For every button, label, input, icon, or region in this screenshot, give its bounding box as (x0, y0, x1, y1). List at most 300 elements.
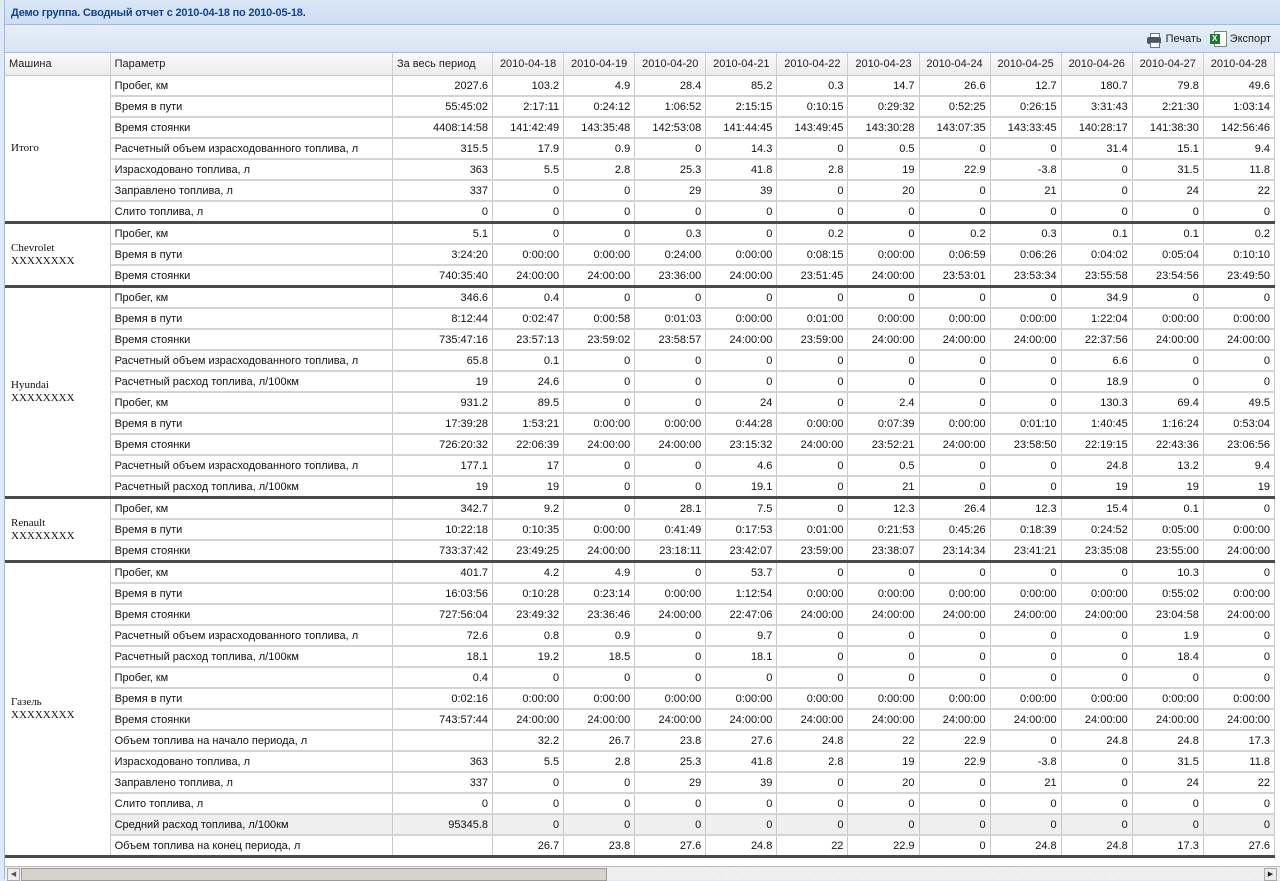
day-value-cell: 0 (777, 392, 848, 413)
day-value-cell: 0:08:15 (777, 244, 848, 265)
day-value-cell: 1:40:45 (1061, 413, 1132, 434)
day-value-cell: 23:55:00 (1132, 540, 1203, 562)
day-value-cell: 10.3 (1132, 562, 1203, 584)
day-value-cell: 24:00:00 (919, 434, 990, 455)
day-value-cell: 0 (777, 476, 848, 498)
day-value-cell: 31.5 (1132, 751, 1203, 772)
column-header-date[interactable]: 2010-04-21 (706, 53, 777, 76)
day-value-cell: 20 (848, 180, 919, 201)
day-value-cell: 0 (635, 793, 706, 814)
day-value-cell: 0:24:52 (1061, 519, 1132, 540)
day-value-cell: 0 (777, 138, 848, 159)
day-value-cell: 0:00:00 (706, 688, 777, 709)
day-value-cell: 0 (848, 201, 919, 223)
table-row (5, 392, 1275, 413)
day-value-cell: 141:42:49 (493, 117, 564, 138)
day-value-cell: 24.8 (706, 835, 777, 857)
day-value-cell: 0:04:02 (1061, 244, 1132, 265)
day-value-cell: 0 (1132, 793, 1203, 814)
day-value-cell: 0 (990, 476, 1061, 498)
day-value-cell: 31.5 (1132, 159, 1203, 180)
day-value-cell: 0 (564, 392, 635, 413)
day-value-cell: 0 (990, 350, 1061, 371)
table-row (5, 244, 1275, 265)
param-cell: Время стоянки (110, 604, 392, 625)
day-value-cell: 79.8 (1132, 76, 1203, 97)
machine-cell (5, 287, 110, 498)
day-value-cell: 0 (706, 223, 777, 245)
day-value-cell: 0 (990, 730, 1061, 751)
day-value-cell: 23:04:58 (1132, 604, 1203, 625)
day-value-cell: 0 (919, 287, 990, 309)
day-value-cell: 0.9 (564, 625, 635, 646)
column-header-date[interactable]: 2010-04-22 (777, 53, 848, 76)
day-value-cell: 0 (848, 667, 919, 688)
day-value-cell: 0 (777, 562, 848, 584)
day-value-cell: 0 (990, 455, 1061, 476)
day-value-cell: 22:06:39 (493, 434, 564, 455)
day-value-cell: 22:19:15 (1061, 434, 1132, 455)
total-cell: 4408:14:58 (392, 117, 492, 138)
day-value-cell: 24:00:00 (1061, 604, 1132, 625)
day-value-cell: 41.8 (706, 159, 777, 180)
param-cell: Заправлено топлива, л (110, 180, 392, 201)
param-cell: Время стоянки (110, 265, 392, 287)
day-value-cell: 0 (1132, 814, 1203, 835)
day-value-cell: 29 (635, 772, 706, 793)
param-cell: Расчетный расход топлива, л/100км (110, 476, 392, 498)
total-cell: 727:56:04 (392, 604, 492, 625)
total-cell: 65.8 (392, 350, 492, 371)
day-value-cell: 19 (1061, 476, 1132, 498)
table-row (5, 772, 1275, 793)
day-value-cell: -3.8 (990, 159, 1061, 180)
day-value-cell: 0:00:00 (1061, 583, 1132, 604)
scroll-right-icon[interactable]: ▶ (1264, 868, 1277, 881)
column-header-date[interactable]: 2010-04-18 (493, 53, 564, 76)
table-row (5, 350, 1275, 371)
day-value-cell: 0:05:00 (1132, 519, 1203, 540)
report-title: Демо группа. Сводный отчет с 2010-04-18 по 2010-05-18. (5, 0, 1280, 25)
day-value-cell: 0:00:00 (777, 583, 848, 604)
column-header-param[interactable]: Параметр (110, 53, 392, 76)
day-value-cell: 0:06:59 (919, 244, 990, 265)
day-value-cell: 1.9 (1132, 625, 1203, 646)
horizontal-scrollbar[interactable] (5, 866, 1280, 880)
day-value-cell: 0 (848, 371, 919, 392)
day-value-cell: 0 (990, 667, 1061, 688)
day-value-cell: 0:00:00 (706, 244, 777, 265)
day-value-cell: 0:00:00 (635, 583, 706, 604)
day-value-cell: 0 (777, 793, 848, 814)
total-cell: 0 (392, 201, 492, 223)
day-value-cell: 24:00:00 (564, 265, 635, 287)
toolbar (5, 25, 1280, 53)
day-value-cell: 0 (564, 667, 635, 688)
day-value-cell: 19.1 (706, 476, 777, 498)
day-value-cell: 0 (990, 392, 1061, 413)
day-value-cell: 0 (848, 350, 919, 371)
total-cell: 315.5 (392, 138, 492, 159)
day-value-cell: 23:59:00 (777, 540, 848, 562)
day-value-cell: 12.3 (848, 498, 919, 520)
day-value-cell: 1:53:21 (493, 413, 564, 434)
table-row (5, 646, 1275, 667)
day-value-cell: 180.7 (1061, 76, 1132, 97)
day-value-cell: 0 (777, 350, 848, 371)
day-value-cell: 0 (777, 455, 848, 476)
param-cell: Слито топлива, л (110, 201, 392, 223)
param-cell: Время в пути (110, 583, 392, 604)
day-value-cell: 0:00:00 (990, 583, 1061, 604)
day-value-cell: 0 (564, 371, 635, 392)
day-value-cell: 0:07:39 (848, 413, 919, 434)
day-value-cell: 0 (635, 455, 706, 476)
day-value-cell: 28.1 (635, 498, 706, 520)
table-row (5, 835, 1275, 857)
day-value-cell: 25.3 (635, 751, 706, 772)
day-value-cell: 0 (706, 287, 777, 309)
day-value-cell: 0 (493, 180, 564, 201)
day-value-cell: 24:00:00 (635, 604, 706, 625)
day-value-cell: 0 (564, 455, 635, 476)
day-value-cell: 0.3 (777, 76, 848, 97)
day-value-cell: 0 (777, 667, 848, 688)
day-value-cell: 0 (990, 646, 1061, 667)
day-value-cell: 23:14:34 (919, 540, 990, 562)
day-value-cell: 26.6 (919, 76, 990, 97)
day-value-cell: 0 (919, 455, 990, 476)
day-value-cell: 19 (493, 476, 564, 498)
day-value-cell: 0:44:28 (706, 413, 777, 434)
day-value-cell: 23:53:34 (990, 265, 1061, 287)
day-value-cell: 0 (848, 287, 919, 309)
day-value-cell: 0 (990, 625, 1061, 646)
day-value-cell: 0.5 (848, 455, 919, 476)
day-value-cell: 0:00:00 (1203, 519, 1274, 540)
param-cell: Пробег, км (110, 562, 392, 584)
total-cell: 177.1 (392, 455, 492, 476)
column-header-date[interactable]: 2010-04-20 (635, 53, 706, 76)
day-value-cell: 0 (1061, 180, 1132, 201)
machine-name: Renault (11, 516, 46, 529)
column-header-date[interactable]: 2010-04-26 (1061, 53, 1132, 76)
day-value-cell: 23:55:58 (1061, 265, 1132, 287)
day-value-cell: 24:00:00 (564, 434, 635, 455)
day-value-cell: 0 (1061, 793, 1132, 814)
day-value-cell: 0:00:00 (919, 308, 990, 329)
print-button[interactable] (1146, 32, 1202, 46)
day-value-cell: 23:59:00 (777, 329, 848, 350)
day-value-cell: 17.9 (493, 138, 564, 159)
day-value-cell: 12.3 (990, 498, 1061, 520)
print-label: Печать (1165, 32, 1202, 45)
day-value-cell: 0:02:47 (493, 308, 564, 329)
day-value-cell: 23:58:50 (990, 434, 1061, 455)
day-value-cell: 0.1 (493, 350, 564, 371)
total-cell: 55:45:02 (392, 96, 492, 117)
day-value-cell: 0 (1132, 287, 1203, 309)
day-value-cell: 24.8 (777, 730, 848, 751)
day-value-cell: 0 (1061, 201, 1132, 223)
total-cell: 18.1 (392, 646, 492, 667)
day-value-cell: 24.8 (1061, 455, 1132, 476)
day-value-cell: 17 (493, 455, 564, 476)
day-value-cell: 24:00:00 (1203, 709, 1274, 730)
day-value-cell: 24:00:00 (919, 329, 990, 350)
day-value-cell: 26.7 (564, 730, 635, 751)
day-value-cell: 0:00:00 (990, 308, 1061, 329)
day-value-cell: 22 (777, 835, 848, 857)
day-value-cell: 24:00:00 (848, 265, 919, 287)
day-value-cell: 0 (1203, 646, 1274, 667)
scrollbar-thumb[interactable] (21, 868, 607, 881)
day-value-cell: 24:00:00 (777, 709, 848, 730)
day-value-cell: 140:28:17 (1061, 117, 1132, 138)
total-cell: 0.4 (392, 667, 492, 688)
param-cell: Пробег, км (110, 287, 392, 309)
day-value-cell: 0:21:53 (848, 519, 919, 540)
total-cell: 0 (392, 793, 492, 814)
day-value-cell: 0:00:00 (493, 244, 564, 265)
day-value-cell: 24:00:00 (1132, 329, 1203, 350)
day-value-cell: 0:10:15 (777, 96, 848, 117)
day-value-cell: 0 (1203, 667, 1274, 688)
day-value-cell: 1:06:52 (635, 96, 706, 117)
param-cell: Время стоянки (110, 329, 392, 350)
total-cell: 337 (392, 772, 492, 793)
day-value-cell: 49.6 (1203, 76, 1274, 97)
total-cell (392, 730, 492, 751)
day-value-cell: 0:01:03 (635, 308, 706, 329)
day-value-cell: 85.2 (706, 76, 777, 97)
day-value-cell: 0 (493, 772, 564, 793)
day-value-cell: 0:00:00 (919, 413, 990, 434)
day-value-cell: 23.8 (564, 835, 635, 857)
day-value-cell: 0:01:10 (990, 413, 1061, 434)
table-row (5, 751, 1275, 772)
table-row (5, 96, 1275, 117)
table-row (5, 308, 1275, 329)
day-value-cell: 0 (1061, 562, 1132, 584)
day-value-cell: 24:00:00 (1061, 709, 1132, 730)
day-value-cell: 0 (1203, 625, 1274, 646)
day-value-cell: 0:00:00 (848, 583, 919, 604)
column-header-date[interactable]: 2010-04-25 (990, 53, 1061, 76)
day-value-cell: 0.9 (564, 138, 635, 159)
day-value-cell: 22.9 (919, 730, 990, 751)
day-value-cell: 21 (990, 772, 1061, 793)
day-value-cell: 9.7 (706, 625, 777, 646)
day-value-cell: 24.8 (990, 835, 1061, 857)
param-cell: Расчетный объем израсходованного топлива, л (110, 455, 392, 476)
day-value-cell: 0 (848, 793, 919, 814)
table-row (5, 265, 1275, 287)
day-value-cell: 142:53:08 (635, 117, 706, 138)
day-value-cell: 0.2 (777, 223, 848, 245)
day-value-cell: 142:56:46 (1203, 117, 1274, 138)
day-value-cell: 24:00:00 (1203, 540, 1274, 562)
table-row (5, 583, 1275, 604)
day-value-cell: 0 (848, 223, 919, 245)
day-value-cell: 0 (1061, 159, 1132, 180)
table-row (5, 329, 1275, 350)
grid-body (5, 76, 1275, 857)
day-value-cell: 0 (564, 223, 635, 245)
export-button[interactable] (1210, 31, 1271, 46)
day-value-cell: 23:49:25 (493, 540, 564, 562)
day-value-cell: 0.1 (1061, 223, 1132, 245)
day-value-cell: 0 (635, 814, 706, 835)
day-value-cell: 1:12:54 (706, 583, 777, 604)
header-row (5, 53, 1275, 76)
day-value-cell: 23:58:57 (635, 329, 706, 350)
day-value-cell: 22.9 (919, 159, 990, 180)
day-value-cell: 24:00:00 (706, 709, 777, 730)
table-row (5, 434, 1275, 455)
day-value-cell: 22:37:56 (1061, 329, 1132, 350)
param-cell: Расчетный расход топлива, л/100км (110, 371, 392, 392)
day-value-cell: 4.9 (564, 562, 635, 584)
day-value-cell: 0 (706, 350, 777, 371)
day-value-cell: 141:38:30 (1132, 117, 1203, 138)
day-value-cell: 143:35:48 (564, 117, 635, 138)
column-header-date[interactable]: 2010-04-27 (1132, 53, 1203, 76)
param-cell: Слито топлива, л (110, 793, 392, 814)
day-value-cell: 24:00:00 (635, 434, 706, 455)
day-value-cell: 5.5 (493, 159, 564, 180)
day-value-cell: 18.9 (1061, 371, 1132, 392)
day-value-cell: 24:00:00 (493, 265, 564, 287)
table-row (5, 709, 1275, 730)
day-value-cell: 3:31:43 (1061, 96, 1132, 117)
day-value-cell: 26.7 (493, 835, 564, 857)
day-value-cell: 0 (1061, 751, 1132, 772)
day-value-cell: 0 (564, 350, 635, 371)
param-cell: Заправлено топлива, л (110, 772, 392, 793)
day-value-cell: 0 (1061, 667, 1132, 688)
table-row (5, 730, 1275, 751)
column-header-date[interactable]: 2010-04-24 (919, 53, 990, 76)
total-cell: 743:57:44 (392, 709, 492, 730)
day-value-cell: 23:57:13 (493, 329, 564, 350)
machine-cell (5, 498, 110, 562)
table-row (5, 117, 1275, 138)
day-value-cell: 0:45:26 (919, 519, 990, 540)
day-value-cell: 7.5 (706, 498, 777, 520)
param-cell: Расчетный объем израсходованного топлива, л (110, 350, 392, 371)
day-value-cell: 143:49:45 (777, 117, 848, 138)
day-value-cell: 0 (564, 180, 635, 201)
day-value-cell: 0.2 (919, 223, 990, 245)
param-cell: Объем топлива на конец периода, л (110, 835, 392, 857)
day-value-cell: 0 (777, 180, 848, 201)
day-value-cell: 2.8 (564, 751, 635, 772)
day-value-cell: 24:00:00 (1203, 604, 1274, 625)
day-value-cell: 0:55:02 (1132, 583, 1203, 604)
day-value-cell: 2.4 (848, 392, 919, 413)
day-value-cell: 0 (777, 814, 848, 835)
column-header-total[interactable]: За весь период (392, 53, 492, 76)
day-value-cell: 143:07:35 (919, 117, 990, 138)
day-value-cell: 0 (919, 793, 990, 814)
day-value-cell: 0 (919, 180, 990, 201)
day-value-cell: 2:17:11 (493, 96, 564, 117)
day-value-cell: 0 (848, 814, 919, 835)
report-grid (5, 53, 1280, 865)
day-value-cell: 24:00:00 (1203, 329, 1274, 350)
param-cell: Пробег, км (110, 667, 392, 688)
day-value-cell: 23:49:32 (493, 604, 564, 625)
day-value-cell: 0:00:00 (919, 688, 990, 709)
day-value-cell: 12.7 (990, 76, 1061, 97)
day-value-cell: 11.8 (1203, 159, 1274, 180)
table-row (5, 413, 1275, 434)
column-header-date[interactable]: 2010-04-23 (848, 53, 919, 76)
day-value-cell: 19 (1132, 476, 1203, 498)
day-value-cell: 0 (564, 814, 635, 835)
day-value-cell: 0 (777, 371, 848, 392)
day-value-cell: 0 (635, 667, 706, 688)
day-value-cell: 0 (848, 646, 919, 667)
export-label: Экспорт (1229, 32, 1271, 45)
column-header-date[interactable]: 2010-04-28 (1203, 53, 1274, 76)
machine-cell (5, 223, 110, 287)
column-header-date[interactable]: 2010-04-19 (564, 53, 635, 76)
day-value-cell: 0 (777, 287, 848, 309)
day-value-cell: 24.8 (1132, 730, 1203, 751)
param-cell: Израсходовано топлива, л (110, 751, 392, 772)
day-value-cell: 0 (777, 498, 848, 520)
param-cell: Время в пути (110, 413, 392, 434)
machine-name: Итого (11, 142, 39, 154)
day-value-cell: 0:00:00 (1132, 308, 1203, 329)
day-value-cell: 0:24:00 (635, 244, 706, 265)
day-value-cell: 0 (990, 287, 1061, 309)
day-value-cell: 39 (706, 772, 777, 793)
day-value-cell: 0 (1132, 371, 1203, 392)
scroll-left-icon[interactable]: ◀ (7, 868, 20, 881)
day-value-cell: 24.6 (493, 371, 564, 392)
day-value-cell: 0:00:00 (564, 413, 635, 434)
day-value-cell: 0 (493, 223, 564, 245)
day-value-cell: 21 (848, 476, 919, 498)
day-value-cell: 0:00:00 (777, 688, 848, 709)
day-value-cell: 26.4 (919, 498, 990, 520)
day-value-cell: 24.8 (1061, 730, 1132, 751)
day-value-cell: 18.5 (564, 646, 635, 667)
day-value-cell: 22 (1203, 180, 1274, 201)
day-value-cell: 0 (635, 646, 706, 667)
total-cell: 735:47:16 (392, 329, 492, 350)
day-value-cell: 15.1 (1132, 138, 1203, 159)
column-header-machine[interactable]: Машина (5, 53, 110, 76)
day-value-cell: 23:51:45 (777, 265, 848, 287)
day-value-cell: 0 (635, 350, 706, 371)
day-value-cell: 18.1 (706, 646, 777, 667)
day-value-cell: 24:00:00 (848, 604, 919, 625)
param-cell: Пробег, км (110, 392, 392, 413)
day-value-cell: 27.6 (706, 730, 777, 751)
table-row (5, 519, 1275, 540)
day-value-cell: 0 (1203, 498, 1274, 520)
day-value-cell: -3.8 (990, 751, 1061, 772)
machine-name: Chevrolet (11, 241, 55, 254)
day-value-cell: 19 (848, 751, 919, 772)
day-value-cell: 143:33:45 (990, 117, 1061, 138)
day-value-cell: 0:00:00 (1203, 688, 1274, 709)
day-value-cell: 0:00:00 (1132, 688, 1203, 709)
